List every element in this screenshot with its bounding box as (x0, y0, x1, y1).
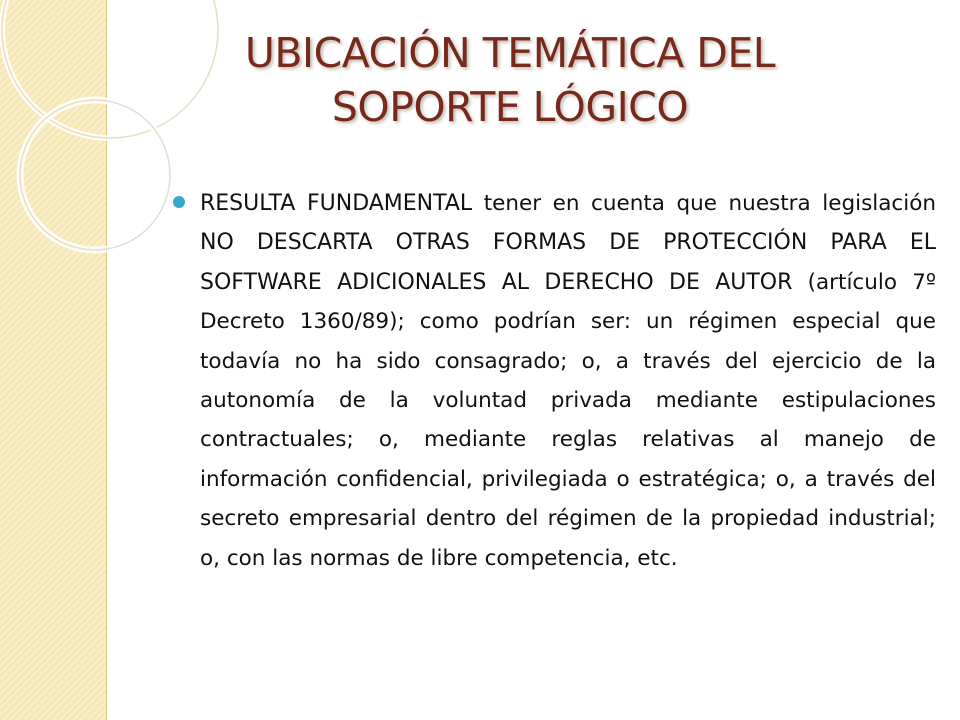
bullet-dot-icon (173, 196, 185, 208)
bullet-text (200, 184, 936, 578)
bullet-item (168, 184, 936, 578)
title-line-2: SOPORTE LÓGICO (331, 83, 689, 131)
text-segment: (artículo 7º Decreto 1360/89); como podrían ser: un régimen especial que todavía no ha sido consagrado; o, a través del ejercicio de la autonomía de la voluntad privada mediante estipulaciones contractuales; o, mediante reglas relativas al manejo de información confidencial, privilegiada o estratégica; o, a través del secreto empresarial dentro del régimen de la propiedad industrial; o, con las normas de libre competencia, etc. (200, 269, 937, 571)
text-segment: tener en cuenta que nuestra legislación (472, 191, 936, 216)
content-area (168, 184, 936, 578)
text-segment-emphasis: RESULTA FUNDAMENTAL (200, 191, 473, 216)
slide-title (170, 26, 850, 134)
text-segment-emphasis: NO DESCARTA OTRAS FORMAS DE PROTECCIÓN PARA EL SOFTWARE ADICIONALES AL DERECHO DE AUTOR (200, 230, 936, 295)
title-line-1: UBICACIÓN TEMÁTICA DEL (244, 29, 776, 77)
